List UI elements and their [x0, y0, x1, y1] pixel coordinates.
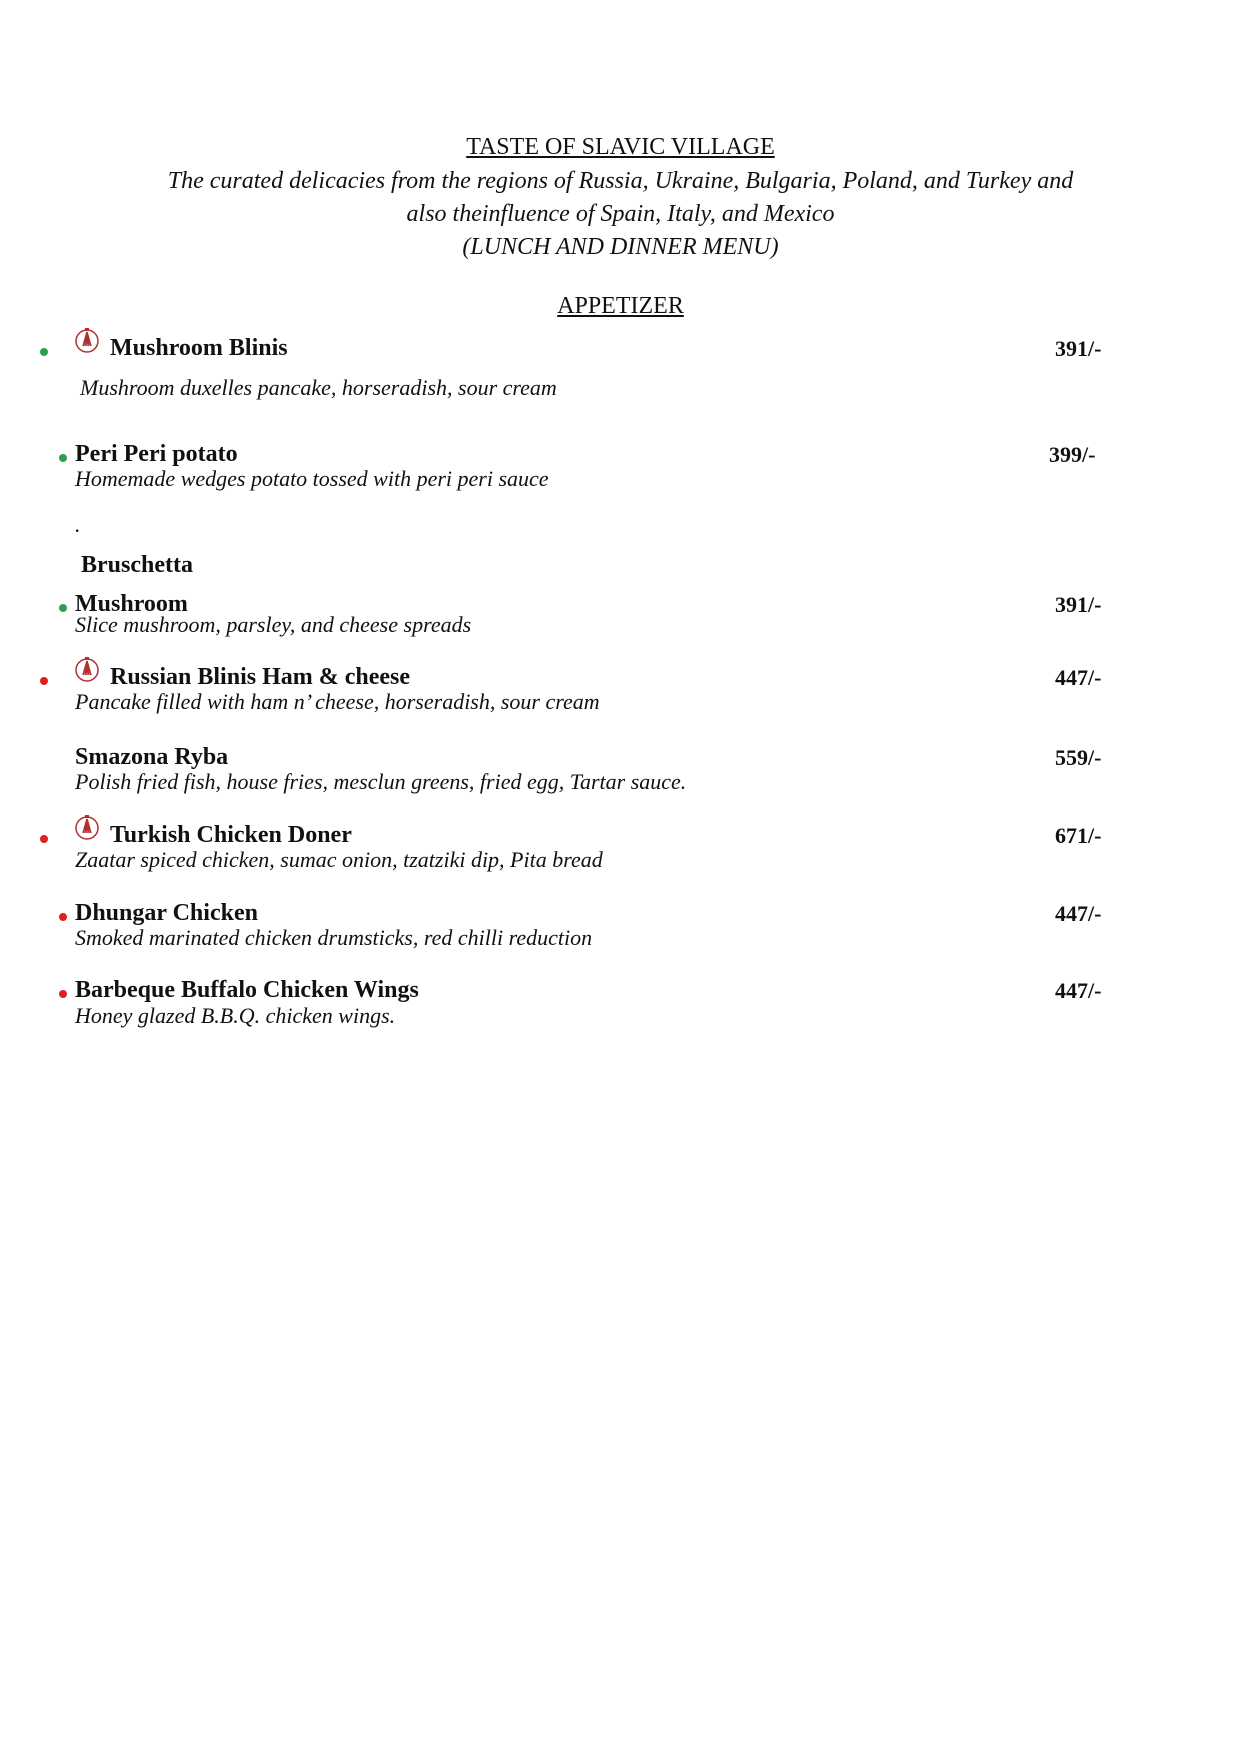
nonveg-indicator-icon — [40, 835, 48, 843]
item-price: 447/- — [1055, 978, 1102, 1003]
subtitle-line-1: The curated delicacies from the regions of Russia, Ukraine, Bulgaria, Poland, and Turkey and — [167, 168, 1074, 194]
veg-indicator-icon — [59, 454, 67, 462]
item-price: 671/- — [1055, 823, 1102, 848]
item-price: 447/- — [1055, 665, 1102, 690]
item-price: 559/- — [1055, 745, 1102, 770]
item-description: Smoked marinated chicken drumsticks, red chilli reduction — [75, 925, 593, 950]
subheading-bruschetta: Bruschetta — [81, 552, 193, 578]
item-description: Honey glazed B.B.Q. chicken wings. — [75, 1003, 396, 1028]
item-price: 399/- — [1049, 442, 1096, 467]
nonveg-indicator-icon — [59, 913, 67, 921]
signature-dish-icon — [74, 813, 100, 841]
item-description: Slice mushroom, parsley, and cheese spreads — [75, 612, 472, 637]
stray-dot: . — [75, 512, 81, 537]
item-description: Polish fried fish, house fries, mesclun greens, fried egg, Tartar sauce. — [75, 769, 687, 794]
item-price: 447/- — [1055, 901, 1102, 926]
menu-title: TASTE OF SLAVIC VILLAGE — [466, 134, 775, 160]
item-name: Dhungar Chicken — [75, 900, 258, 926]
section-heading: APPETIZER — [557, 293, 684, 319]
subtitle-line-2: also theinfluence of Spain, Italy, and Mexico — [406, 201, 835, 227]
nonveg-indicator-icon — [40, 677, 48, 685]
item-name: Russian Blinis Ham & cheese — [110, 664, 411, 690]
item-price: 391/- — [1055, 336, 1102, 361]
veg-indicator-icon — [40, 348, 48, 356]
item-name: Smazona Ryba — [75, 744, 229, 770]
item-name: Peri Peri potato — [75, 441, 238, 467]
nonveg-indicator-icon — [59, 990, 67, 998]
item-description: Mushroom duxelles pancake, horseradish, sour cream — [80, 375, 557, 400]
item-description: Pancake filled with ham n’ cheese, horseradish, sour cream — [75, 689, 600, 714]
item-price: 391/- — [1055, 592, 1102, 617]
signature-dish-icon — [74, 655, 100, 683]
item-name: Turkish Chicken Doner — [110, 822, 352, 848]
veg-indicator-icon — [59, 604, 67, 612]
item-description: Homemade wedges potato tossed with peri peri sauce — [75, 466, 549, 491]
item-name: Mushroom — [75, 591, 188, 617]
item-description: Zaatar spiced chicken, sumac onion, tzatziki dip, Pita bread — [75, 847, 603, 872]
signature-dish-icon — [74, 326, 100, 354]
subtitle-line-3: (LUNCH AND DINNER MENU) — [462, 234, 779, 260]
item-name: Barbeque Buffalo Chicken Wings — [75, 977, 419, 1003]
item-name: Mushroom Blinis — [110, 335, 288, 361]
